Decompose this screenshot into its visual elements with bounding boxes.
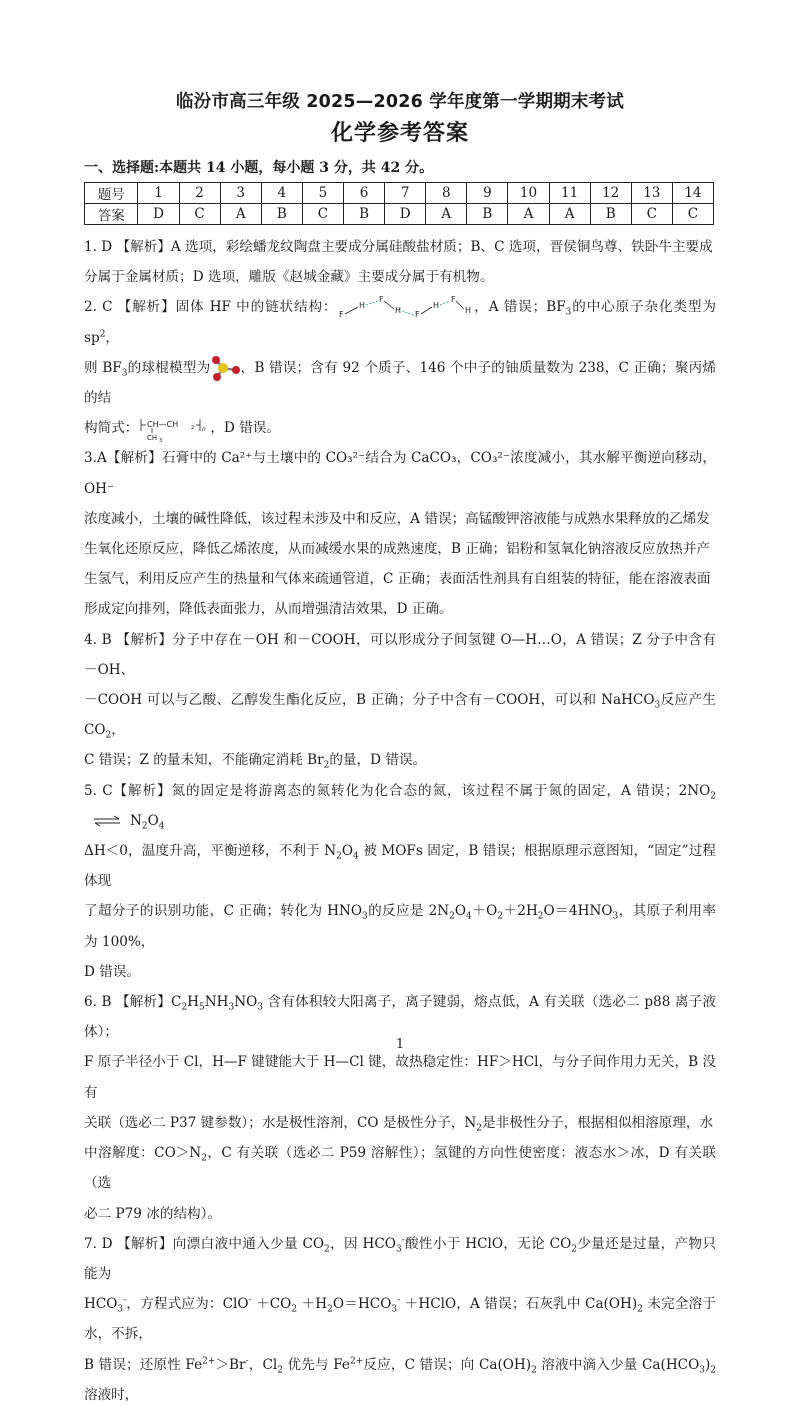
table-cell: A [220,204,261,225]
q6-line: 必二 P79 冰的结构）。 [84,1205,222,1222]
table-cell: B [467,204,508,225]
q3-line: 3.A【解析】石膏中的 Ca²⁺与土壤中的 CO₃²⁻结合为 CaCO₃，CO₃²⁻浓度减小，其水解平衡逆向移动，OH⁻ [84,450,716,497]
q2-line: 2. C 【解析】固体 HF 中的链状结构： F H F H F H F H ，A 错误；$BF_3$的中心原子杂化类型为 $sp^2$， [84,294,716,346]
doc-subtitle: 化学参考答案 [330,121,469,146]
polypropylene-structure-icon [138,416,210,442]
answer-table [84,182,714,225]
table-cell: D [138,204,179,225]
q7-line: B 错误；还原性 $Fe^{2+}>Br^-$，$Cl_2$ 优先与 $Fe^{2+}$反应，C 错误；向 $Ca(OH)_2$ 溶液中滴入少量 $Ca(HCO_3)_2$ 溶液时， [84,1355,717,1403]
table-cell: 11 [549,183,590,204]
table-cell: 9 [467,183,508,204]
svg-text:F: F [339,309,344,319]
hf-chain-structure-icon [337,295,473,321]
q3-line: 生氧化还原反应，降低乙烯浓度，从而减缓水果的成熟速度，B 正确；铝粉和氢氧化钠溶液反应放热并产 [84,541,711,558]
q3-line: 形成定向排列，降低表面张力，从而增强清洁效果，D 正确。 [84,601,453,618]
page-number: 1 [395,1037,405,1052]
table-cell: 1 [138,183,179,204]
table-cell: B [590,204,631,225]
table-cell: D [385,204,426,225]
svg-text:n: n [202,425,207,433]
table-cell: C [631,204,672,225]
table-header-cell: 答案 [85,204,138,225]
q5-line: ΔH＜0，温度升高，平衡逆移，不利于 $N_2O_4$ 被 MOFs 固定，B 错误；根据原理示意图知，“固定”过程体现 [84,843,716,890]
svg-text:H: H [465,305,472,315]
table-cell: 12 [590,183,631,204]
q5-line: 了超分子的识别功能，C 正确；转化为 $HNO_3$的反应是 $2N_2O_4+O_2+2H_2O=4HNO_3$，其原子利用率为 100%， [84,903,716,950]
q6-line: 中溶解度：$CO>N_2$，C 有关联（选必二 P59 溶解性）；氢键的方向性使密度：液态水＞冰，D 有关联（选 [84,1145,716,1192]
bf3-ball-stick-model-icon [210,355,240,381]
q4-line: －COOH 可以与乙酸、乙醇发生酯化反应，B 正确；分子中含有－COOH，可以和 NaHCO$_3$反应产生 $CO_2$， [84,692,716,741]
svg-text:3: 3 [159,437,163,442]
equilibrium-arrow-icon [92,815,122,827]
q6-line: 6. B 【解析】$C_2H_5NH_3NO_3$ 含有体积较大阳离子，离子键弱，熔点低，A 有关联（选必二 p88 离子液体）； [84,994,716,1041]
svg-text:H: H [359,300,366,310]
table-header-cell: 题号 [85,183,138,204]
svg-text:F: F [415,309,420,319]
q2-line: 构简式： CH—CH 2 n CH 3 ，D 错误。 [84,413,716,443]
table-cell: 2 [179,183,220,204]
table-cell: A [508,204,549,225]
svg-text:F: F [451,294,456,304]
table-cell: 7 [385,183,426,204]
svg-text:CH: CH [147,433,158,442]
q3-line: 生氢气，利用反应产生的热量和气体来疏通管道，C 正确；表面活性剂具有自组装的特征，能在溶液表面 [84,571,711,588]
table-cell: 3 [220,183,261,204]
section-heading: 一、选择题:本题共 14 小题，每小题 3 分，共 42 分。 [84,160,434,176]
table-cell: 10 [508,183,549,204]
q1-line: 分属于金属材质；D 选项，雕版《赵城金藏》主要成分属于有机物。 [84,269,494,286]
table-cell: B [261,204,302,225]
table-cell: A [549,204,590,225]
q1-line: 1. D 【解析】A 选项，彩绘蟠龙纹陶盘主要成分属硅酸盐材质；B、C 选项，晋侯铜鸟尊、铁卧牛主要成 [84,239,713,255]
table-cell: A [426,204,467,225]
explanations [84,232,716,1410]
q6-line: 关联（选必二 P37 键参数）；水是极性溶剂，CO 是极性分子，$N_2$是非极性分子，根据相似相溶原理，水 [84,1114,714,1134]
svg-text:H: H [433,300,440,310]
table-cell: B [343,204,384,225]
q2-line: 则 $BF_3$的球棍模型为 ，B 错误；含有 92 个质子、146 个中子的铀质量数为 238，C 正确；聚丙烯的结 [84,353,716,413]
q5-line: 5. C【解析】氮的固定是将游离态的氮转化为化合态的氮，该过程不属于氮的固定，A 错误；$2NO_2N_2O_4$ [84,782,716,832]
q3-line: 浓度减小，土壤的碱性降低，该过程未涉及中和反应，A 错误；高锰酸钾溶液能与成熟水果释放的乙烯发 [84,510,710,527]
svg-text:2: 2 [191,424,195,431]
table-cell: 14 [672,183,713,204]
table-cell: 6 [343,183,384,204]
table-cell: C [302,204,343,225]
svg-text:F: F [379,294,384,304]
table-row-answers [85,204,714,225]
svg-text:H: H [395,305,402,315]
q7-line: $HCO_3^-$，方程式应为：$ClO^- +CO_2 +H_2O=HCO_3^-$ ＋HClO，A 错误；石灰乳中 $Ca(OH)_2$ 未完全溶于水，不拆， [84,1295,716,1343]
svg-text:CH—CH: CH—CH [147,419,179,429]
q4-line: 4. B 【解析】分子中存在－OH 和－COOH，可以形成分子间氢键 O—H…O，A 错误；Z 分子中含有－OH、 [84,631,716,678]
table-cell: 13 [631,183,672,204]
table-cell: 4 [261,183,302,204]
q5-line: D 错误。 [84,963,141,980]
q7-line: 7. D 【解析】向漂白液中通入少量 $CO_2$，因 $HCO_3^-$酸性小于 HClO，无论 $CO_2$少量还是过量，产物只能为 [84,1235,716,1282]
table-cell: 5 [302,183,343,204]
table-cell: C [672,204,713,225]
table-cell: C [179,204,220,225]
table-row-numbers [85,183,714,204]
table-cell: 8 [426,183,467,204]
exam-title: 临汾市高三年级 2025—2026 学年度第一学期期末考试 [176,92,624,112]
q6-line: F 原子半径小于 Cl，H—F 键键能大于 H—Cl 键，故热稳定性：HF＞HCl，与分子间作用力无关，B 没有 [84,1054,716,1101]
q4-line: C 错误；Z 的量未知，不能确定消耗 $Br_2$的量，D 错误。 [84,752,427,772]
